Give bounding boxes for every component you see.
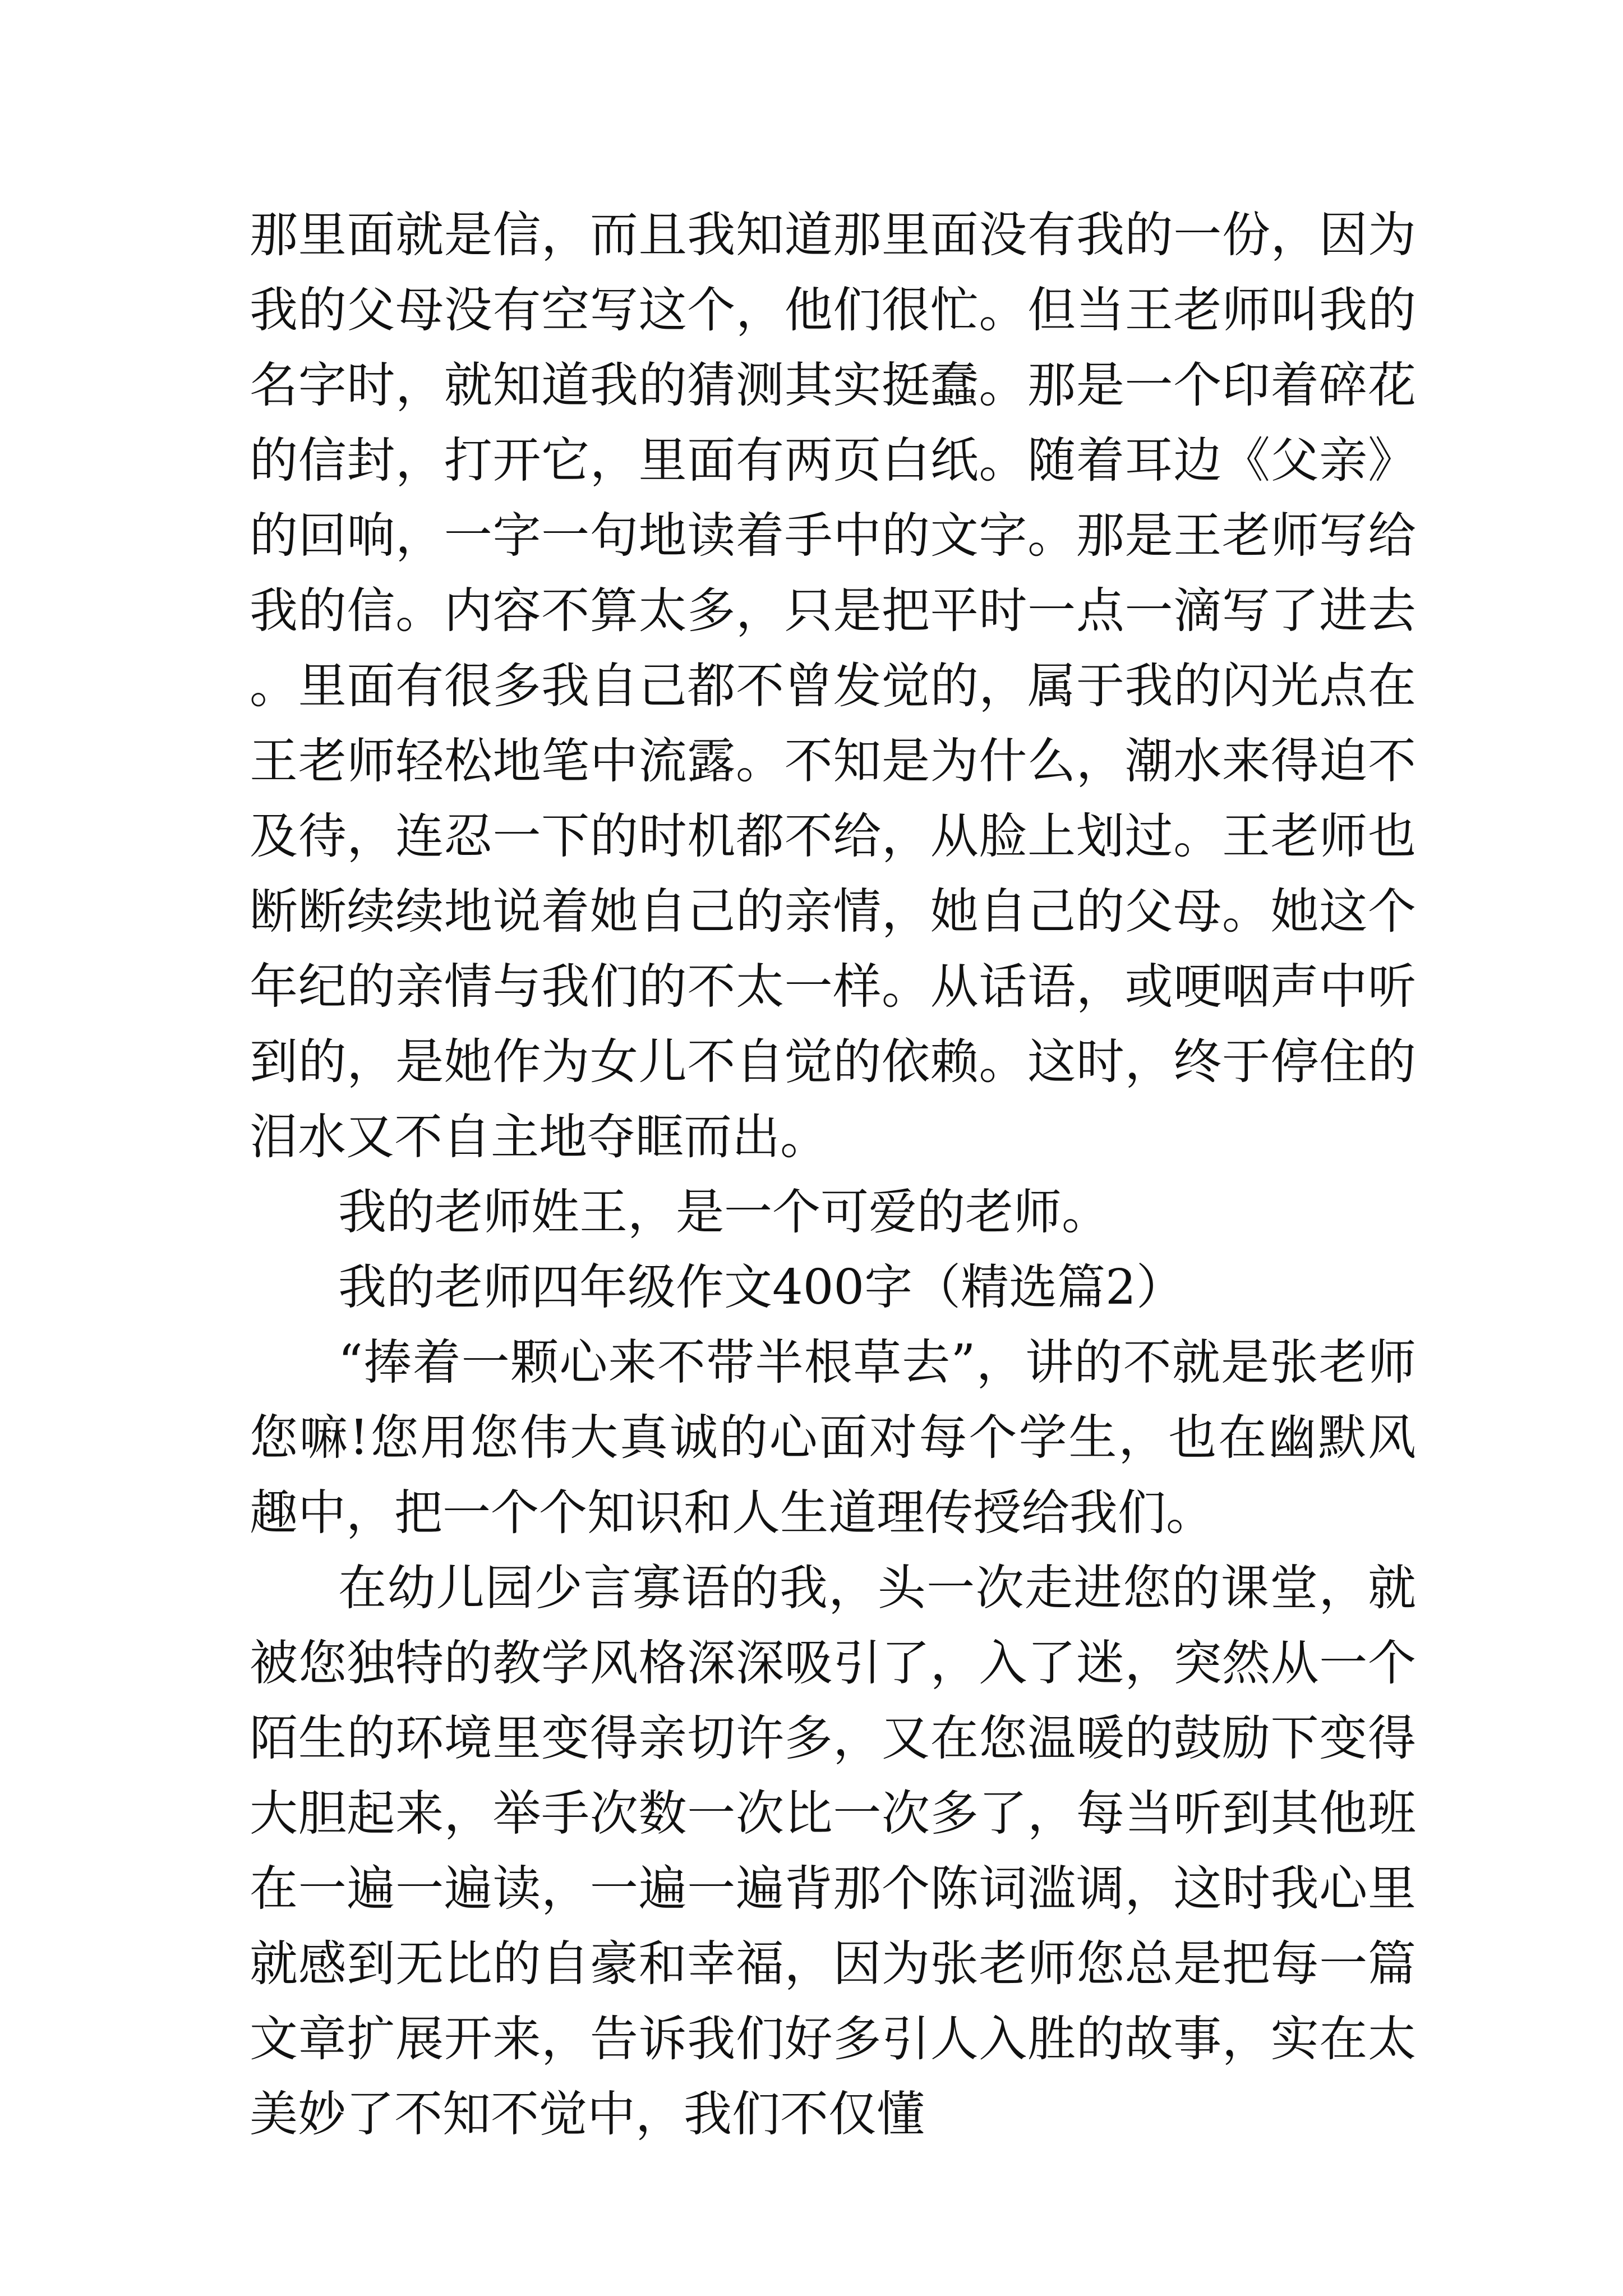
body-text — [250, 197, 1416, 2152]
paragraph: 在幼儿园少言寡语的我，头一次走进您的课堂，就被您独特的教学风格深深吸引了，入了迷，突然从一个陌生的环境里变得亲切许多，又在您温暖的鼓励下变得大胆起来，举手次数一次比一次多了，每当听到其他班在一遍一遍读，一遍一遍背那个陈词滥调，这时我心里就感到无比的自豪和幸福，因为张老师您总是把每一篇文章扩展开来，告诉我们好多引人入胜的故事，实在太美妙了不知不觉中，我们不仅懂 — [250, 1560, 1416, 2142]
section-heading: 我的老师四年级作文400字（精选篇2） — [338, 1259, 1184, 1315]
paragraph: “捧着一颗心来不带半根草去”，讲的不就是张老师您嘛!您用您伟大真诚的心面对每个学生，也在幽默风趣中，把一个个知识和人生道理传授给我们。 — [250, 1335, 1416, 1541]
paragraph: 我的老师姓王，是一个可爱的老师。 — [338, 1184, 1110, 1240]
paragraph-continued: 那里面就是信，而且我知道那里面没有我的一份，因为我的父母没有空写这个，他们很忙。但当王老师叫我的名字时，就知道我的猜测其实挺蠢。那是一个印着碎花的信封，打开它，里面有两页白纸。随着耳边《父亲》的回响，一字一句地读着手中的文字。那是王老师写给我的信。内容不算太多，只是把平时一点一滴写了进去。里面有很多我自己都不曾发觉的，属于我的闪光点在王老师轻松地笔中流露。不知是为什么，潮水来得迫不及待，连忍一下的时机都不给，从脸上划过。王老师也断断续续地说着她自己的亲情，她自己的父母。她这个年纪的亲情与我们的不太一样。从话语，或哽咽声中听到的，是她作为女儿不自觉的依赖。这时，终于停住的泪水又不自主地夺眶而出。 — [250, 207, 1416, 1165]
